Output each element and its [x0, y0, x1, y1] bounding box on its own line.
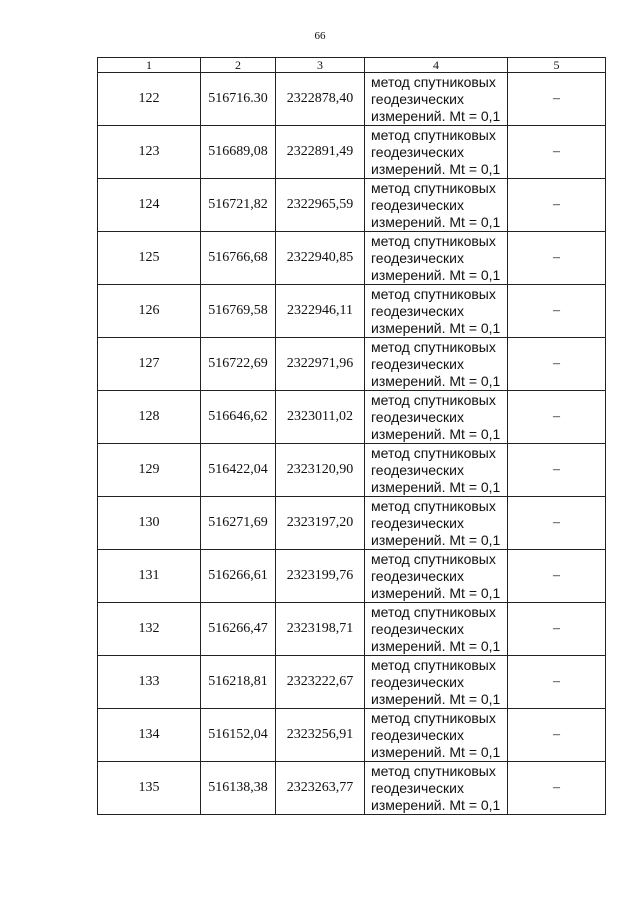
- coordinate-x-cell: 516766,68: [201, 232, 276, 285]
- method-line: геодезических: [371, 90, 464, 107]
- method-cell: [365, 656, 508, 709]
- table-row: [98, 603, 606, 656]
- point-number-cell: 135: [98, 762, 201, 815]
- table-row: [98, 232, 606, 285]
- note-cell: –: [508, 762, 606, 815]
- note-cell: –: [508, 73, 606, 126]
- method-cell: [365, 338, 508, 391]
- page-number: 66: [314, 30, 326, 42]
- method-line: измерений. Mt = 0,1: [371, 372, 501, 389]
- header-cell-3: 3: [276, 58, 365, 73]
- point-number-cell: 125: [98, 232, 201, 285]
- method-cell: [365, 73, 508, 126]
- method-line: метод спутниковых: [371, 550, 496, 567]
- note-cell: –: [508, 497, 606, 550]
- method-line: метод спутниковых: [371, 762, 496, 779]
- note-cell: –: [508, 179, 606, 232]
- point-number-cell: 130: [98, 497, 201, 550]
- table-row: [98, 550, 606, 603]
- method-line: метод спутниковых: [371, 179, 496, 196]
- coordinates-table: [97, 57, 606, 815]
- note-cell: –: [508, 232, 606, 285]
- coordinate-y-cell: 2323011,02: [276, 391, 365, 444]
- table-row: [98, 762, 606, 815]
- table-row: [98, 391, 606, 444]
- method-line: измерений. Mt = 0,1: [371, 584, 501, 601]
- coordinate-y-cell: 2323120,90: [276, 444, 365, 497]
- coordinate-x-cell: 516716.30: [201, 73, 276, 126]
- note-cell: –: [508, 338, 606, 391]
- method-line: геодезических: [371, 302, 464, 319]
- coordinate-x-cell: 516769,58: [201, 285, 276, 338]
- coordinate-x-cell: 516271,69: [201, 497, 276, 550]
- point-number-cell: 129: [98, 444, 201, 497]
- coordinate-x-cell: 516646,62: [201, 391, 276, 444]
- method-line: измерений. Mt = 0,1: [371, 637, 501, 654]
- point-number-cell: 127: [98, 338, 201, 391]
- method-line: измерений. Mt = 0,1: [371, 425, 501, 442]
- table-row: [98, 179, 606, 232]
- coordinate-x-cell: 516218,81: [201, 656, 276, 709]
- coordinate-y-cell: 2323197,20: [276, 497, 365, 550]
- method-line: геодезических: [371, 461, 464, 478]
- method-line: геодезических: [371, 355, 464, 372]
- method-line: метод спутниковых: [371, 232, 496, 249]
- note-cell: –: [508, 550, 606, 603]
- coordinate-x-cell: 516152,04: [201, 709, 276, 762]
- note-cell: –: [508, 391, 606, 444]
- point-number-cell: 133: [98, 656, 201, 709]
- coordinate-x-cell: 516266,47: [201, 603, 276, 656]
- method-line: геодезических: [371, 196, 464, 213]
- coordinate-x-cell: 516138,38: [201, 762, 276, 815]
- method-line: метод спутниковых: [371, 73, 496, 90]
- note-cell: –: [508, 603, 606, 656]
- method-line: метод спутниковых: [371, 285, 496, 302]
- table-row: [98, 285, 606, 338]
- method-line: измерений. Mt = 0,1: [371, 478, 501, 495]
- table-row: [98, 338, 606, 391]
- point-number-cell: 122: [98, 73, 201, 126]
- method-line: метод спутниковых: [371, 709, 496, 726]
- coordinate-y-cell: 2323222,67: [276, 656, 365, 709]
- table-row: [98, 497, 606, 550]
- method-line: измерений. Mt = 0,1: [371, 160, 501, 177]
- coordinate-y-cell: 2323198,71: [276, 603, 365, 656]
- table-header-row: [98, 58, 606, 73]
- coordinate-y-cell: 2323199,76: [276, 550, 365, 603]
- point-number-cell: 126: [98, 285, 201, 338]
- header-cell-4: 4: [365, 58, 508, 73]
- coordinate-y-cell: 2322971,96: [276, 338, 365, 391]
- note-cell: –: [508, 656, 606, 709]
- method-cell: [365, 391, 508, 444]
- method-line: измерений. Mt = 0,1: [371, 531, 501, 548]
- method-cell: [365, 285, 508, 338]
- table-row: [98, 709, 606, 762]
- point-number-cell: 132: [98, 603, 201, 656]
- method-cell: [365, 709, 508, 762]
- method-line: измерений. Mt = 0,1: [371, 796, 501, 813]
- coordinate-x-cell: 516266,61: [201, 550, 276, 603]
- method-cell: [365, 232, 508, 285]
- coordinate-y-cell: 2323263,77: [276, 762, 365, 815]
- coordinate-y-cell: 2322891,49: [276, 126, 365, 179]
- header-cell-1: 1: [98, 58, 201, 73]
- coordinate-x-cell: 516721,82: [201, 179, 276, 232]
- coordinate-y-cell: 2323256,91: [276, 709, 365, 762]
- header-cell-2: 2: [201, 58, 276, 73]
- method-line: измерений. Mt = 0,1: [371, 107, 501, 124]
- method-line: метод спутниковых: [371, 603, 496, 620]
- method-cell: [365, 550, 508, 603]
- method-cell: [365, 603, 508, 656]
- coordinate-y-cell: 2322878,40: [276, 73, 365, 126]
- coordinate-y-cell: 2322940,85: [276, 232, 365, 285]
- method-cell: [365, 762, 508, 815]
- method-line: метод спутниковых: [371, 391, 496, 408]
- table-row: [98, 656, 606, 709]
- coordinate-x-cell: 516422,04: [201, 444, 276, 497]
- note-cell: –: [508, 709, 606, 762]
- method-line: геодезических: [371, 249, 464, 266]
- method-cell: [365, 497, 508, 550]
- coordinate-y-cell: 2322946,11: [276, 285, 365, 338]
- note-cell: –: [508, 444, 606, 497]
- method-line: измерений. Mt = 0,1: [371, 213, 501, 230]
- method-line: геодезических: [371, 143, 464, 160]
- method-line: геодезических: [371, 620, 464, 637]
- method-line: измерений. Mt = 0,1: [371, 743, 501, 760]
- note-cell: –: [508, 126, 606, 179]
- coordinate-x-cell: 516689,08: [201, 126, 276, 179]
- note-cell: –: [508, 285, 606, 338]
- method-line: метод спутниковых: [371, 656, 496, 673]
- method-line: геодезических: [371, 726, 464, 743]
- method-line: метод спутниковых: [371, 444, 496, 461]
- point-number-cell: 123: [98, 126, 201, 179]
- table-row: [98, 73, 606, 126]
- table-row: [98, 126, 606, 179]
- method-line: метод спутниковых: [371, 497, 496, 514]
- method-line: геодезических: [371, 567, 464, 584]
- point-number-cell: 131: [98, 550, 201, 603]
- method-line: геодезических: [371, 514, 464, 531]
- method-cell: [365, 126, 508, 179]
- method-cell: [365, 444, 508, 497]
- table-row: [98, 444, 606, 497]
- method-line: геодезических: [371, 408, 464, 425]
- method-line: измерений. Mt = 0,1: [371, 266, 501, 283]
- coordinate-x-cell: 516722,69: [201, 338, 276, 391]
- point-number-cell: 128: [98, 391, 201, 444]
- method-line: метод спутниковых: [371, 338, 496, 355]
- method-line: геодезических: [371, 779, 464, 796]
- point-number-cell: 134: [98, 709, 201, 762]
- method-cell: [365, 179, 508, 232]
- method-line: измерений. Mt = 0,1: [371, 319, 501, 336]
- table-body: [98, 58, 606, 815]
- header-cell-5: 5: [508, 58, 606, 73]
- method-line: геодезических: [371, 673, 464, 690]
- point-number-cell: 124: [98, 179, 201, 232]
- method-line: измерений. Mt = 0,1: [371, 690, 501, 707]
- method-line: метод спутниковых: [371, 126, 496, 143]
- coordinate-y-cell: 2322965,59: [276, 179, 365, 232]
